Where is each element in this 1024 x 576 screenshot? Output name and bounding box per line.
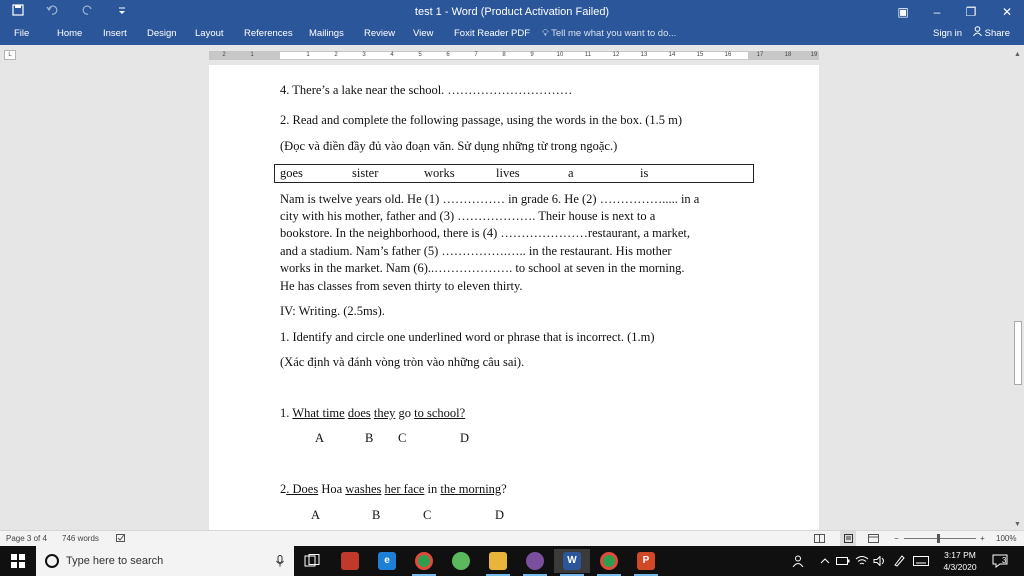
paint-app-icon xyxy=(341,552,359,570)
keyboard-icon[interactable] xyxy=(913,546,929,576)
document-page[interactable] xyxy=(209,65,819,530)
tab-file[interactable]: File xyxy=(14,28,30,39)
underlined-phrase: . Does xyxy=(286,482,319,496)
start-button[interactable] xyxy=(0,546,36,576)
green-app-icon xyxy=(452,552,470,570)
ruler-tick: 18 xyxy=(784,52,792,58)
word-box-item: sister xyxy=(352,166,379,180)
chrome-button[interactable] xyxy=(406,549,442,573)
chrome-icon xyxy=(415,552,433,570)
underlined-phrase: to school? xyxy=(414,406,466,420)
underlined-phrase: does xyxy=(347,406,371,420)
ruler-tick: 1 xyxy=(250,52,254,58)
chevron-up-icon[interactable] xyxy=(820,546,830,576)
scrollbar-thumb[interactable] xyxy=(1014,321,1022,385)
task-view-icon xyxy=(304,554,320,568)
answer-letter: C xyxy=(398,431,407,445)
tab-selector-button[interactable]: L xyxy=(4,50,16,60)
passage-line: city with his mother, father and (3) ………………. Their house is next to a xyxy=(280,209,656,223)
tab-insert[interactable]: Insert xyxy=(103,28,127,39)
underlined-phrase: her face xyxy=(384,482,425,496)
scroll-down-icon[interactable]: ▼ xyxy=(1014,521,1021,528)
browser-app-icon xyxy=(526,552,544,570)
clock-date: 4/3/2020 xyxy=(943,562,977,572)
task-view-button[interactable] xyxy=(294,549,330,573)
tab-mailings[interactable]: Mailings xyxy=(309,28,344,39)
microphone-icon xyxy=(276,555,284,567)
file-explorer-icon xyxy=(489,552,507,570)
ruler-tick: 7 xyxy=(474,52,478,58)
plain-text: in xyxy=(424,482,441,496)
plain-text: Hoa xyxy=(318,482,346,496)
edge-icon: e xyxy=(378,552,396,570)
vertical-scrollbar[interactable] xyxy=(1012,45,1024,530)
page-count[interactable]: Page 3 of 4 xyxy=(6,534,47,543)
taskbar xyxy=(0,546,1024,576)
ruler-tick: 2 xyxy=(222,52,226,58)
answer-letter: D xyxy=(495,508,505,522)
plain-text: go xyxy=(395,406,415,420)
zoom-slider[interactable] xyxy=(904,538,976,539)
pen-icon[interactable] xyxy=(893,546,905,576)
word-box-item: lives xyxy=(496,166,520,180)
paint-app-button[interactable] xyxy=(332,549,368,573)
people-icon[interactable] xyxy=(792,546,804,576)
ruler-tick: 4 xyxy=(390,52,394,58)
battery-icon[interactable] xyxy=(836,546,850,576)
volume-icon[interactable] xyxy=(873,546,887,576)
document-area xyxy=(0,65,1012,530)
status-bar xyxy=(0,530,1024,546)
zoom-slider-thumb[interactable] xyxy=(937,534,940,543)
person-icon xyxy=(973,28,985,39)
ruler-tick: 9 xyxy=(530,52,534,58)
horizontal-ruler[interactable] xyxy=(209,51,819,60)
question-1-line xyxy=(280,405,465,422)
instruction-line: 1. Identify and circle one underlined word or phrase that is incorrect. (1.m) xyxy=(280,330,655,344)
ruler-tick: 2 xyxy=(334,52,338,58)
ruler-tick: 8 xyxy=(502,52,506,58)
ribbon-tabs xyxy=(0,24,1024,45)
ruler-tick: 5 xyxy=(418,52,422,58)
word-icon: W xyxy=(563,552,581,570)
chrome-2-icon xyxy=(600,552,618,570)
underlined-phrase: What time xyxy=(292,406,345,420)
passage-line: and a stadium. Nam’s father (5) …………….….. in the restaurant. His mother xyxy=(280,244,672,258)
minimize-button[interactable]: – xyxy=(933,5,941,19)
zoom-level[interactable]: 100% xyxy=(996,534,1017,543)
green-app-button[interactable] xyxy=(443,549,479,573)
restore-button[interactable]: ❐ xyxy=(965,5,977,19)
ruler-tick: 17 xyxy=(756,52,764,58)
zoom-in-button[interactable]: + xyxy=(980,534,985,543)
passage-line: Nam is twelve years old. He (1) …………… in grade 6. He (2) ……………..... in a xyxy=(280,192,700,206)
wifi-icon[interactable] xyxy=(855,546,869,576)
answer-letter: B xyxy=(372,508,381,522)
passage-line: bookstore. In the neighborhood, there is (4) …………………restaurant, a market, xyxy=(280,226,690,240)
share-label: Share xyxy=(984,28,1010,39)
zoom-out-button[interactable]: − xyxy=(894,534,899,543)
word-count[interactable]: 746 words xyxy=(62,534,99,543)
section-heading: 2. Read and complete the following passage, using the words in the box. (1.5 m) xyxy=(280,113,683,127)
answer-letter: A xyxy=(315,431,325,445)
tab-home[interactable]: Home xyxy=(57,28,83,39)
tell-me-placeholder: Tell me what you want to do... xyxy=(551,28,677,39)
ruler-tick: 11 xyxy=(584,52,592,58)
notification-count-badge: 3 xyxy=(1002,556,1007,565)
close-button[interactable]: ✕ xyxy=(1001,5,1013,19)
scroll-up-icon[interactable]: ▲ xyxy=(1014,51,1021,58)
answer-letter: D xyxy=(460,431,470,445)
tab-layout[interactable]: Layout xyxy=(195,28,224,39)
edge-button[interactable] xyxy=(369,549,405,573)
browser-app-button[interactable] xyxy=(517,549,553,573)
question-number: 2 xyxy=(280,482,287,496)
underlined-phrase: they xyxy=(373,406,396,420)
window-title: test 1 - Word (Product Activation Failed) xyxy=(414,6,610,18)
ruler-tick: 13 xyxy=(640,52,648,58)
chrome-2-button[interactable] xyxy=(591,549,627,573)
answer-letter: A xyxy=(311,508,321,522)
tab-review[interactable]: Review xyxy=(364,28,396,39)
word-box-item: a xyxy=(568,166,574,180)
print-layout-icon[interactable] xyxy=(840,531,856,546)
ruler-tick: 6 xyxy=(446,52,450,58)
powerpoint-button[interactable] xyxy=(628,549,664,573)
passage-line: He has classes from seven thirty to eleven thirty. xyxy=(280,279,523,293)
powerpoint-icon: P xyxy=(637,552,655,570)
word-box-item: works xyxy=(424,166,455,180)
ruler-tick: 19 xyxy=(810,52,818,58)
passage-line: works in the market. Nam (6)..………………. to school at seven in the morning. xyxy=(280,261,685,275)
answer-letter: B xyxy=(365,431,374,445)
windows-logo-icon xyxy=(11,554,25,568)
section-heading-vi: (Đọc và điền đầy đủ vào đoạn văn. Sử dụng những từ trong ngoặc.) xyxy=(280,139,618,153)
search-placeholder: Type here to search xyxy=(66,555,164,567)
ruler-tick: 15 xyxy=(696,52,704,58)
answer-letter: C xyxy=(423,508,432,522)
tab-foxit-reader-pdf[interactable]: Foxit Reader PDF xyxy=(454,28,531,39)
ruler-tick: 12 xyxy=(612,52,620,58)
taskbar-search[interactable] xyxy=(36,546,294,576)
file-explorer-button[interactable] xyxy=(480,549,516,573)
word-box-item: goes xyxy=(280,166,303,180)
sign-in-link[interactable]: Sign in xyxy=(933,28,963,39)
share-button[interactable] xyxy=(973,24,1010,43)
ruler-tick: 10 xyxy=(556,52,564,58)
ruler-tick: 1 xyxy=(306,52,310,58)
clock-time: 3:17 PM xyxy=(944,550,976,560)
section-heading: IV: Writing. (2.5ms). xyxy=(280,304,385,318)
title-bar xyxy=(0,0,1024,24)
tab-references[interactable]: References xyxy=(244,28,293,39)
question-2-line xyxy=(280,481,507,498)
tab-view[interactable]: View xyxy=(413,28,434,39)
question-number: 1. xyxy=(280,406,293,420)
ribbon-display-button[interactable]: ▣ xyxy=(897,5,909,19)
underlined-phrase: the morning xyxy=(440,482,502,496)
ruler-tick: 16 xyxy=(724,52,732,58)
underlined-phrase: washes xyxy=(345,482,382,496)
ruler-left-margin xyxy=(210,52,280,59)
tell-me-box[interactable] xyxy=(542,24,676,45)
system-clock[interactable] xyxy=(935,549,985,573)
ruler-tick: 3 xyxy=(362,52,366,58)
word-button[interactable] xyxy=(554,549,590,573)
word-box-item: is xyxy=(640,166,649,180)
lightbulb-icon: 💡︎ xyxy=(542,28,549,39)
word-box xyxy=(274,164,754,183)
tab-design[interactable]: Design xyxy=(147,28,177,39)
question-4-line: 4. There’s a lake near the school. ………………………… xyxy=(280,83,573,97)
plain-text: ? xyxy=(501,482,507,496)
cortana-icon xyxy=(44,553,60,569)
ruler-tick: 14 xyxy=(668,52,676,58)
instruction-line-vi: (Xác định và đánh vòng tròn vào những câu sai). xyxy=(280,355,525,369)
